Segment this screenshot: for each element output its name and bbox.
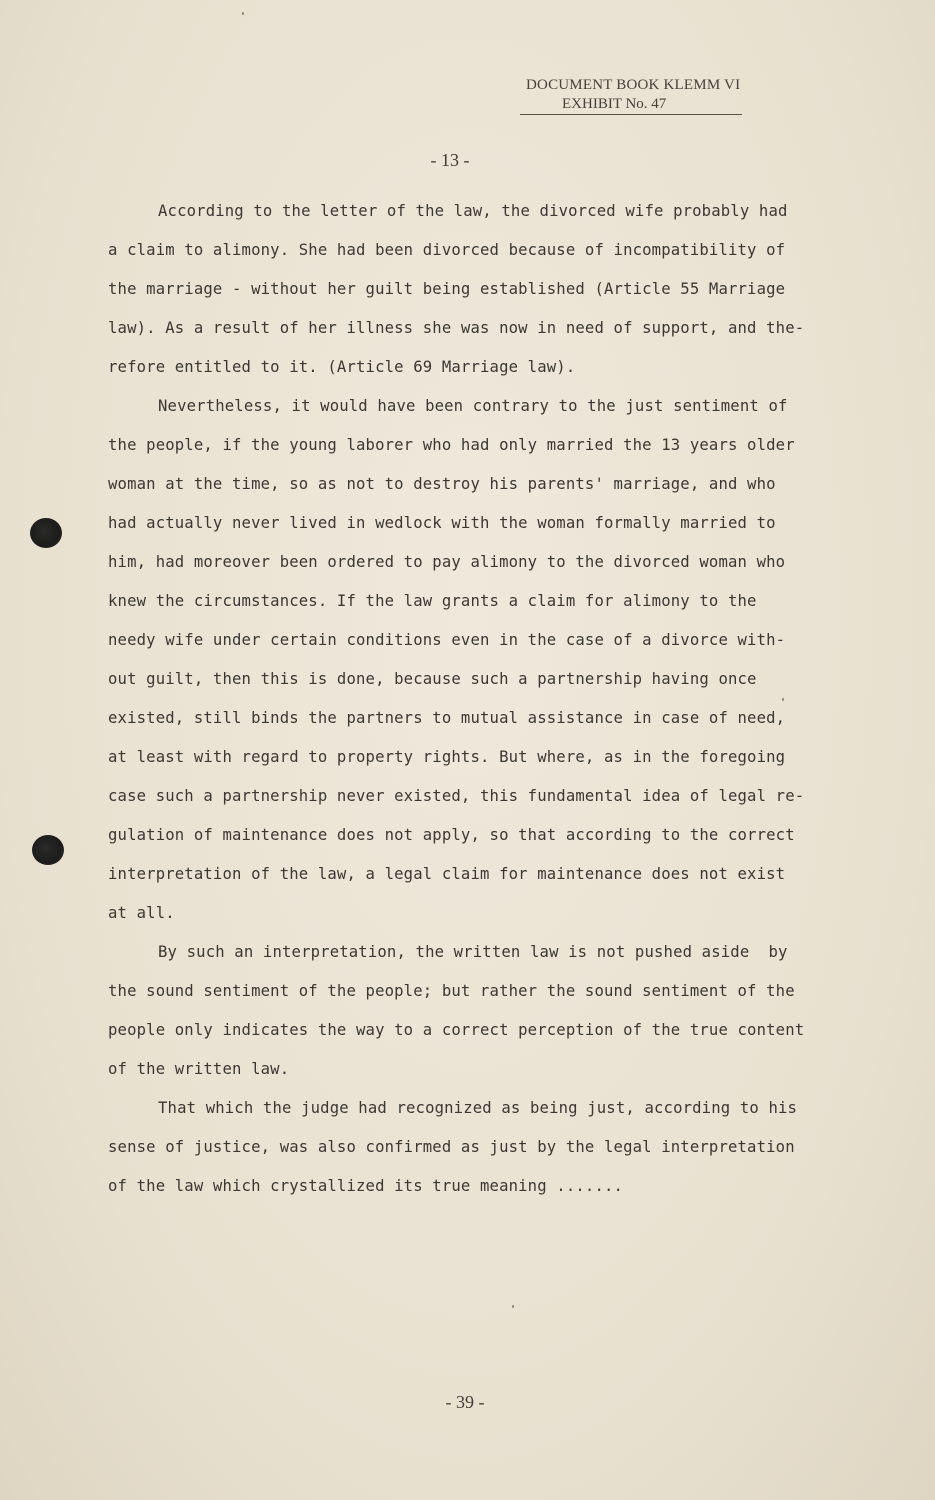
text-line: of the written law. — [108, 1060, 290, 1078]
text-line: woman at the time, so as not to destroy his parents' marriage, and who — [108, 475, 776, 493]
page-top-number: - 13 - — [430, 150, 470, 170]
text-line: That which the judge had recognized as being just, according to his — [158, 1099, 798, 1117]
text-line: the marriage - without her guilt being established (Article 55 Marriage — [108, 280, 786, 298]
text-line: out guilt, then this is done, because such a partnership having once — [108, 670, 757, 688]
text-line: By such an interpretation, the written law is not pushed aside by — [158, 943, 788, 961]
document-book-label: DOCUMENT BOOK KLEMM VI — [526, 77, 741, 93]
text-line: had actually never lived in wedlock with the woman formally married to — [108, 514, 776, 532]
text-line: Nevertheless, it would have been contrary to the just sentiment of — [158, 397, 788, 415]
text-line: at least with regard to property rights. But where, as in the foregoing — [108, 748, 786, 766]
document-header — [520, 76, 742, 115]
text-line: at all. — [108, 904, 175, 922]
document-body — [108, 196, 828, 1210]
paragraph — [108, 937, 828, 1093]
text-line: law). As a result of her illness she was now in need of support, and the- — [108, 319, 805, 337]
punch-hole-icon — [32, 835, 64, 865]
paragraph — [108, 391, 828, 937]
exhibit-label: EXHIBIT No. 47 — [520, 95, 742, 115]
text-line: sense of justice, was also confirmed as just by the legal interpretation — [108, 1138, 795, 1156]
text-line: existed, still binds the partners to mutual assistance in case of need, — [108, 709, 786, 727]
text-line: a claim to alimony. She had been divorced because of incompatibility of — [108, 241, 786, 259]
text-line: the sound sentiment of the people; but rather the sound sentiment of the — [108, 982, 795, 1000]
text-line: him, had moreover been ordered to pay alimony to the divorced woman who — [108, 553, 786, 571]
text-line: people only indicates the way to a correct perception of the true content — [108, 1021, 805, 1039]
text-line: needy wife under certain conditions even in the case of a divorce with- — [108, 631, 786, 649]
page-bottom-number: - 39 - — [445, 1392, 485, 1412]
text-line: interpretation of the law, a legal claim for maintenance does not exist — [108, 865, 786, 883]
text-line: case such a partnership never existed, this fundamental idea of legal re- — [108, 787, 805, 805]
text-line: knew the circumstances. If the law grants a claim for alimony to the — [108, 592, 757, 610]
text-line: of the law which crystallized its true meaning ....... — [108, 1177, 624, 1195]
paragraph — [108, 196, 828, 391]
punch-hole-icon — [30, 518, 62, 548]
paper-speck — [242, 12, 244, 15]
text-line: refore entitled to it. (Article 69 Marriage law). — [108, 358, 576, 376]
paper-speck — [512, 1305, 514, 1308]
text-line: According to the letter of the law, the divorced wife probably had — [158, 202, 788, 220]
paragraph — [108, 1093, 828, 1210]
text-line: gulation of maintenance does not apply, so that according to the correct — [108, 826, 795, 844]
text-line: the people, if the young laborer who had only married the 13 years older — [108, 436, 795, 454]
